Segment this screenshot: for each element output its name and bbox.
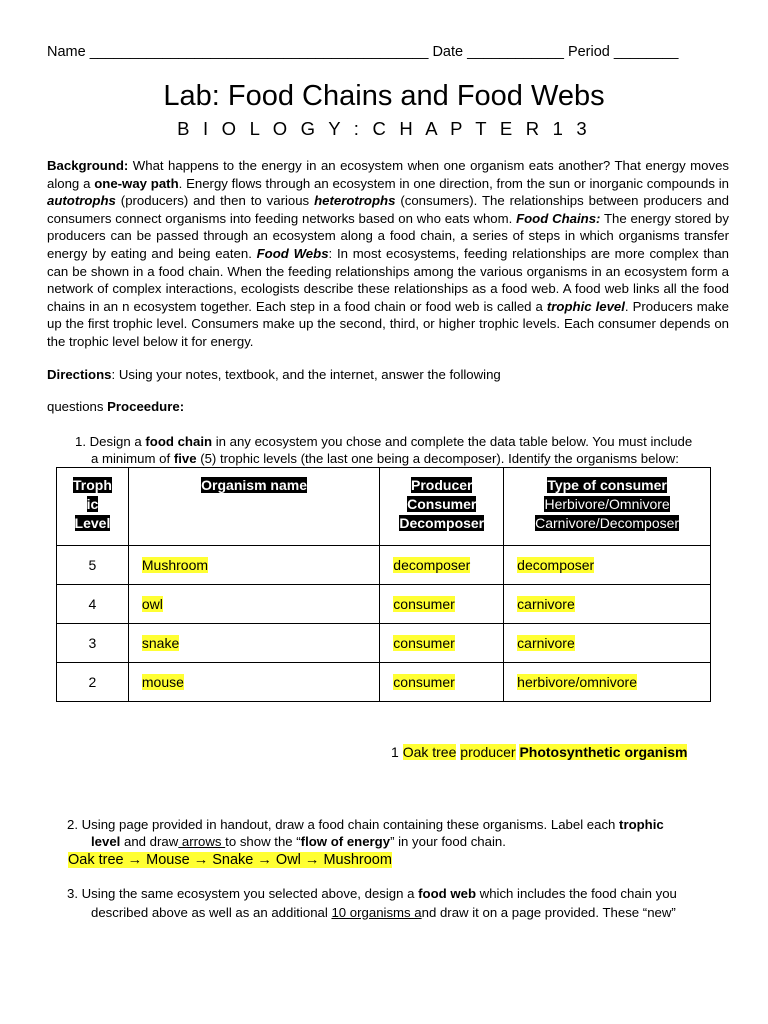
answer-text: mouse — [141, 674, 184, 690]
text: : In most ecosystems, feeding relationships are more complex than can be shown in a food chain. When the feeding relationships among the various organisms in an ecosystem form a network of complex interactions, ecologists describe these relationships as a food web. A food web links all the food chains in an n ecosystem together. Each step in a food chain or food web is called a — [47, 245, 729, 314]
answer-text: herbivore/omnivore — [517, 674, 638, 690]
answer-text: decomposer — [393, 557, 471, 573]
text: which includes the food chain you — [476, 886, 677, 901]
header-text: Decomposer — [399, 515, 485, 531]
text: . Energy flows through an ecosystem in one direction, from the sun or inorganic compounds in — [178, 175, 730, 191]
header-text: Consumer — [407, 496, 477, 512]
directions-line — [47, 367, 501, 382]
header-text: Producer — [411, 477, 473, 493]
header-producer-consumer-decomposer — [380, 468, 504, 546]
table-row — [57, 624, 711, 663]
question-3-line-2 — [91, 905, 676, 920]
question-2-line-2 — [91, 834, 506, 849]
header-organism-name — [128, 468, 379, 546]
cell-organism[interactable] — [128, 624, 379, 663]
name-field[interactable]: __________________________________________ — [89, 44, 429, 60]
answer-text: consumer — [393, 635, 455, 651]
cell-role[interactable] — [380, 663, 504, 702]
bold-term: flow of energy — [300, 834, 391, 849]
text: What happens to the energy in an ecosystem when one organism eats another? That energy moves along a — [47, 158, 729, 191]
answer-text: consumer — [393, 674, 455, 690]
text: 1. Design a — [75, 434, 146, 449]
text: The energy stored by producers can be passed through an ecosystem along a food chain, a series of steps in which organisms transfer energy by eating and being eaten. — [47, 210, 729, 261]
text: (5) trophic levels (the last one being a decomposer). Identify the organisms below: — [196, 451, 679, 466]
header-trophic-level — [57, 468, 129, 546]
trophic-level-1-answer — [391, 744, 687, 760]
food-chain-answer: Oak tree → Mouse → Snake → Owl → Mushroom — [68, 852, 392, 868]
text: (producers) and then to various — [115, 193, 315, 209]
term-trophic-level: trophic level — [546, 298, 625, 314]
date-field[interactable]: ____________ — [467, 44, 564, 60]
directions-text: : Using your notes, textbook, and the internet, answer the following — [111, 367, 501, 382]
answer-text: snake — [141, 635, 180, 651]
questions-line — [47, 399, 184, 414]
question-2-line-1 — [67, 817, 664, 832]
answer-text: carnivore — [517, 596, 575, 612]
cell-type[interactable] — [504, 546, 711, 585]
cell-role[interactable] — [380, 585, 504, 624]
text: ” in your food chain. — [390, 834, 506, 849]
bold-term: five — [173, 451, 197, 466]
bold-term: level — [91, 834, 121, 849]
text: a minimum of — [91, 451, 174, 466]
underlined-term: 10 organisms a — [331, 905, 422, 920]
bold-term: one-way path — [94, 175, 179, 191]
question-1-line-1 — [75, 434, 692, 449]
cell-level[interactable]: 3 — [57, 624, 129, 663]
cell-role[interactable] — [380, 546, 504, 585]
text: (consumers). The relationships between producers and consumers connect organisms into feeding networks based on who eats whom. — [47, 193, 729, 226]
text: to show the “ — [225, 834, 301, 849]
page-title: Lab: Food Chains and Food Webs — [163, 80, 605, 112]
proceedure-label: Proceedure: — [107, 399, 185, 414]
text: in any ecosystem you chose and complete the data table below. You must include — [212, 434, 693, 449]
page-subtitle: B I O L O G Y : C H A P T E R 1 3 — [177, 118, 591, 139]
cell-type[interactable] — [504, 624, 711, 663]
text: . Producers make up the first trophic level. Consumers make up the second, third, or higher trophic levels. Each consumer depends on the trophic level below it for energy. — [47, 298, 729, 349]
header-text: Carnivore/Decomposer — [535, 515, 680, 531]
answer-text: carnivore — [517, 635, 575, 651]
answer-organism: Oak tree — [402, 744, 457, 760]
bold-term: food chain — [145, 434, 213, 449]
cell-type[interactable] — [504, 663, 711, 702]
answer-text: Mushroom — [141, 557, 209, 573]
text: nd draw it on a page provided. These “new” — [421, 905, 676, 920]
text: 2. Using page provided in handout, draw a food chain containing these organisms. Label each — [67, 817, 620, 832]
questions-text: questions — [47, 399, 108, 414]
cell-level[interactable]: 4 — [57, 585, 129, 624]
cell-organism[interactable] — [128, 663, 379, 702]
answer-type: Photosynthetic organism — [519, 744, 688, 760]
background-paragraph — [47, 157, 729, 351]
text: and draw — [120, 834, 179, 849]
table-header-row — [57, 468, 711, 546]
header-text: ic — [86, 496, 99, 512]
answer-text: decomposer — [517, 557, 595, 573]
answer-text: consumer — [393, 596, 455, 612]
food-chain-table — [56, 467, 711, 702]
term-food-chains: Food Chains: — [516, 210, 601, 226]
cell-role[interactable] — [380, 624, 504, 663]
term-food-webs: Food Webs — [256, 245, 329, 261]
cell-level[interactable]: 2 — [57, 663, 129, 702]
period-label: Period — [567, 44, 610, 60]
directions-label: Directions — [47, 367, 112, 382]
table-row — [57, 546, 711, 585]
question-2-answer — [68, 852, 392, 868]
table-row — [57, 585, 711, 624]
header-text: Level — [74, 515, 111, 531]
period-field[interactable]: ________ — [613, 44, 679, 60]
student-info-line — [47, 44, 737, 60]
term-heterotrophs: heterotrophs — [314, 193, 396, 209]
answer-text: owl — [141, 596, 163, 612]
cell-organism[interactable] — [128, 585, 379, 624]
date-label: Date — [432, 44, 464, 60]
name-label: Name — [47, 44, 86, 60]
question-1-line-2 — [91, 451, 679, 466]
cell-type[interactable] — [504, 585, 711, 624]
level-number: 1 — [391, 744, 399, 760]
header-text: Troph — [73, 477, 112, 493]
answer-role: producer — [460, 744, 516, 760]
term-autotrophs: autotrophs — [47, 193, 116, 209]
cell-organism[interactable] — [128, 546, 379, 585]
header-text: Type of consumer — [547, 477, 667, 493]
header-text: Organism name — [201, 477, 307, 493]
header-text: Herbivore/Omnivore — [544, 496, 670, 512]
table-row — [57, 663, 711, 702]
background-label: Background: — [47, 158, 129, 173]
bold-term: trophic — [619, 817, 664, 832]
bold-term: food web — [418, 886, 477, 901]
text: 3. Using the same ecosystem you selected above, design a — [67, 886, 419, 901]
text: described above as well as an additional — [91, 905, 332, 920]
underlined-term: arrows — [178, 834, 226, 849]
question-3-line-1 — [67, 886, 677, 901]
header-type-of-consumer — [504, 468, 711, 546]
cell-level[interactable]: 5 — [57, 546, 129, 585]
